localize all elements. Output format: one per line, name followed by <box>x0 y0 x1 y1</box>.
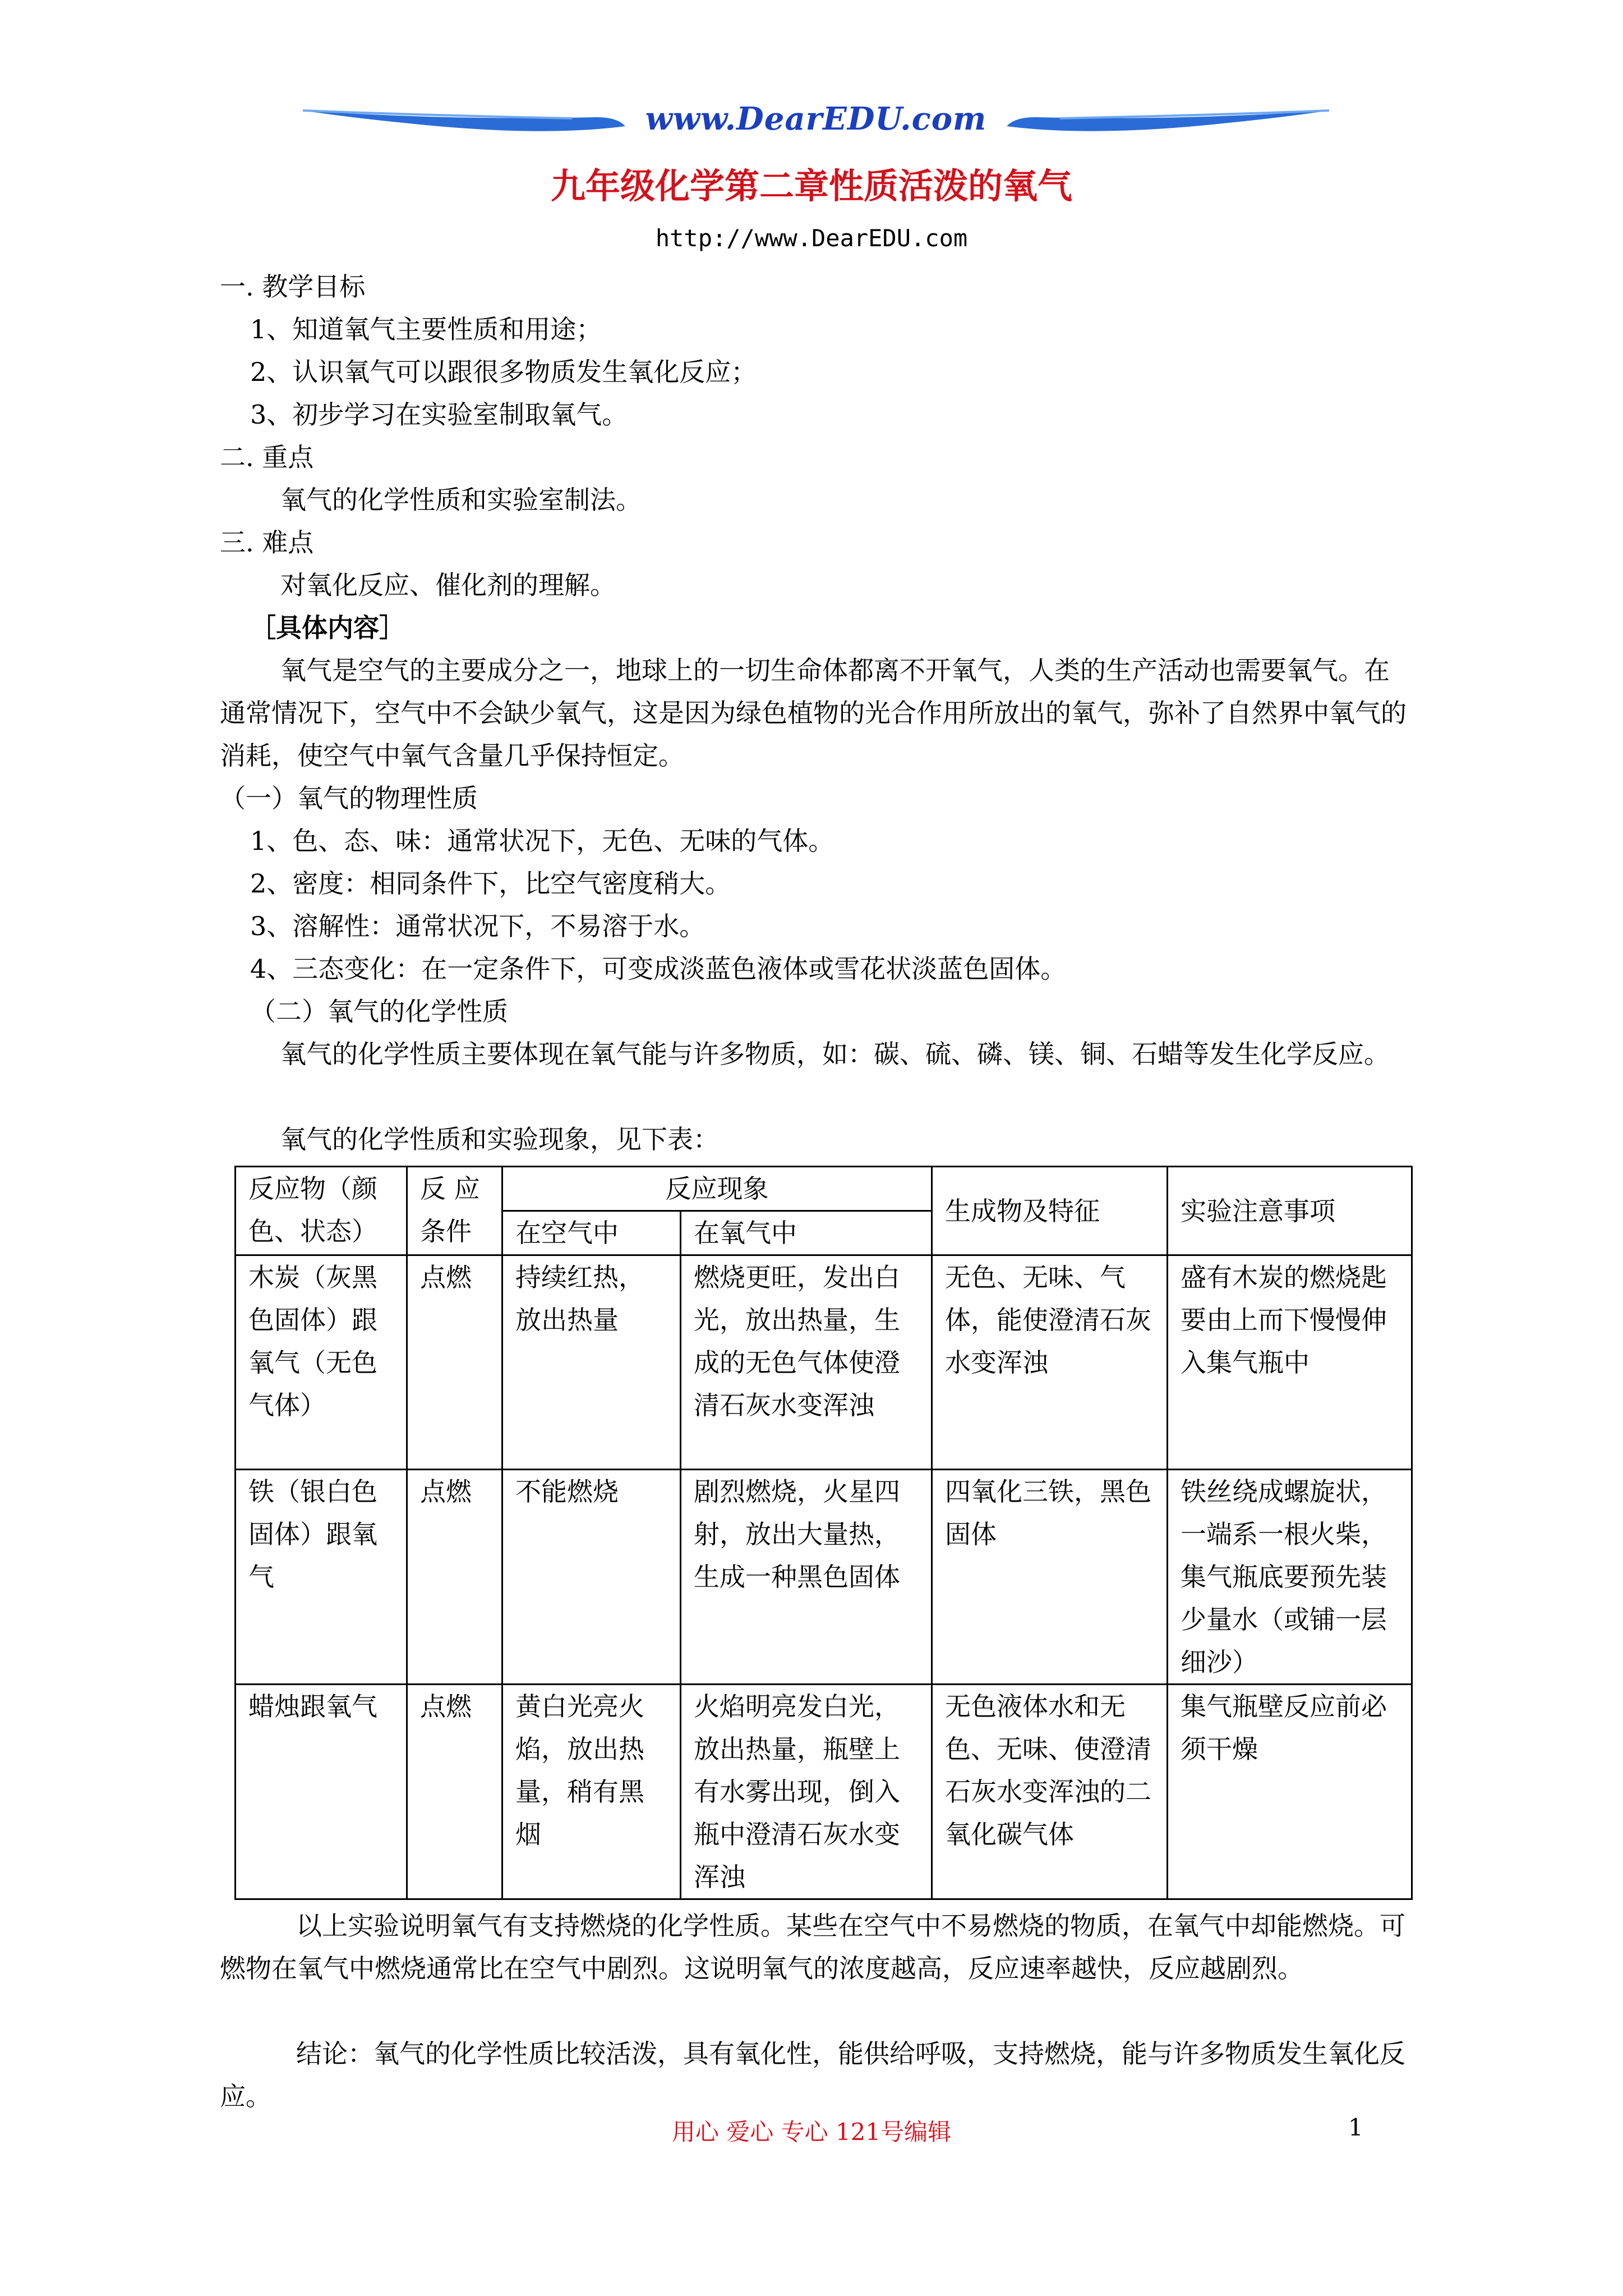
difficulty-text: 对氧化反应、催化剂的理解。 <box>280 570 616 600</box>
cell-product: 四氧化三铁，黑色固体 <box>932 1470 1168 1685</box>
cell-reactant: 蜡烛跟氧气 <box>236 1685 407 1899</box>
header-product: 生成物及特征 <box>932 1167 1168 1255</box>
cell-in-oxygen: 燃烧更旺，发出白光，放出热量，生成的无色气体使澄清石灰水变浑浊 <box>681 1255 932 1470</box>
cell-product: 无色、无味、气体，能使澄清石灰水变浑浊 <box>932 1255 1168 1470</box>
header-condition: 反 应条件 <box>407 1167 502 1255</box>
cell-in-air: 不能燃烧 <box>502 1470 681 1685</box>
cell-in-oxygen: 火焰明亮发白光，放出热量，瓶壁上有水雾出现，倒入瓶中澄清石灰水变浑浊 <box>681 1685 932 1899</box>
chemical-heading: （二）氧气的化学性质 <box>250 996 508 1027</box>
table-intro: 氧气的化学性质和实验现象，见下表： <box>280 1124 719 1154</box>
cell-condition: 点燃 <box>407 1685 502 1899</box>
cell-condition: 点燃 <box>407 1255 502 1470</box>
chemical-intro: 氧气的化学性质主要体现在氧气能与许多物质，如：碳、硫、磷、镁、铜、石蜡等发生化学反应。 <box>280 1039 1390 1069</box>
cell-in-oxygen: 剧烈燃烧，火星四射，放出大量热，生成一种黑色固体 <box>681 1470 932 1685</box>
header-phenomenon: 反应现象 <box>502 1167 932 1211</box>
intro-paragraph: 氧气是空气的主要成分之一，地球上的一切生命体都离不开氧气，人类的生产活动也需要氧气。在通常情况下，空气中不会缺少氧气，这是因为绿色植物的光合作用所放出的氧气，弥补了自然界中氧气的消耗，使空气中氧气含量几乎保持恒定。 <box>220 655 1407 771</box>
cell-in-air: 黄白光亮火焰，放出热量，稍有黑烟 <box>502 1685 681 1899</box>
footer-text: 用心 爱心 专心 121号编辑 <box>671 2118 952 2146</box>
difficulty-heading: 三. 难点 <box>220 527 314 558</box>
page-title: 九年级化学第二章性质活泼的氧气 <box>550 165 1072 206</box>
source-url: http://www.DearEDU.com <box>655 224 968 252</box>
header-notes: 实验注意事项 <box>1168 1167 1412 1255</box>
cell-notes: 集气瓶壁反应前必须干燥 <box>1168 1685 1412 1899</box>
header-in-air: 在空气中 <box>502 1211 681 1255</box>
table-row <box>236 1470 1412 1685</box>
key-text: 氧气的化学性质和实验室制法。 <box>280 485 642 515</box>
oxygen-properties-table <box>234 1166 1413 1900</box>
cell-reactant: 铁（银白色固体）跟氧气 <box>236 1470 407 1685</box>
physical-item: 4、三态变化：在一定条件下，可变成淡蓝色液体或雪花状淡蓝色固体。 <box>250 954 1067 984</box>
key-heading: 二. 重点 <box>220 442 314 472</box>
after-table-paragraph: 以上实验说明氧气有支持燃烧的化学性质。某些在空气中不易燃烧的物质，在氧气中却能燃烧。可燃物在氧气中燃烧通常比在空气中剧烈。这说明氧气的浓度越高，反应速率越快，反应越剧烈。 <box>220 1911 1405 1984</box>
cell-reactant: 木炭（灰黑色固体）跟氧气（无色气体） <box>236 1255 407 1470</box>
table-row <box>236 1685 1412 1899</box>
physical-item: 1、色、态、味：通常状况下，无色、无味的气体。 <box>250 826 834 856</box>
physical-heading: （一）氧气的物理性质 <box>220 783 478 813</box>
goals-heading: 一. 教学目标 <box>220 272 366 302</box>
header-in-oxygen: 在氧气中 <box>681 1211 932 1255</box>
cell-notes: 盛有木炭的燃烧匙要由上而下慢慢伸入集气瓶中 <box>1168 1255 1412 1470</box>
goal-item: 2、认识氧气可以跟很多物质发生氧化反应； <box>250 357 757 387</box>
goal-item: 3、初步学习在实验室制取氧气。 <box>250 399 628 430</box>
physical-item: 2、密度：相同条件下，比空气密度稍大。 <box>250 868 731 899</box>
table-header-row <box>236 1167 1412 1211</box>
page-number: 1 <box>1348 2114 1363 2141</box>
table-row <box>236 1255 1412 1470</box>
cell-condition: 点燃 <box>407 1470 502 1685</box>
header-reactant: 反应物（颜色、状态） <box>236 1167 407 1255</box>
physical-item: 3、溶解性：通常状况下，不易溶于水。 <box>250 911 706 941</box>
content-heading: ［具体内容］ <box>250 613 405 643</box>
cell-in-air: 持续红热，放出热量 <box>502 1255 681 1470</box>
cell-notes: 铁丝绕成螺旋状，一端系一根火柴，集气瓶底要预先装少量水（或铺一层细沙） <box>1168 1470 1412 1685</box>
site-banner <box>303 98 1329 149</box>
cell-product: 无色液体水和无色、无味、使澄清石灰水变浑浊的二氧化碳气体 <box>932 1685 1168 1899</box>
site-name: www.DearEDU.com <box>645 100 987 137</box>
conclusion-paragraph: 结论：氧气的化学性质比较活泼，具有氧化性，能供给呼吸，支持燃烧，能与许多物质发生氧化反应。 <box>220 2039 1405 2111</box>
goal-item: 1、知道氧气主要性质和用途； <box>250 314 602 344</box>
